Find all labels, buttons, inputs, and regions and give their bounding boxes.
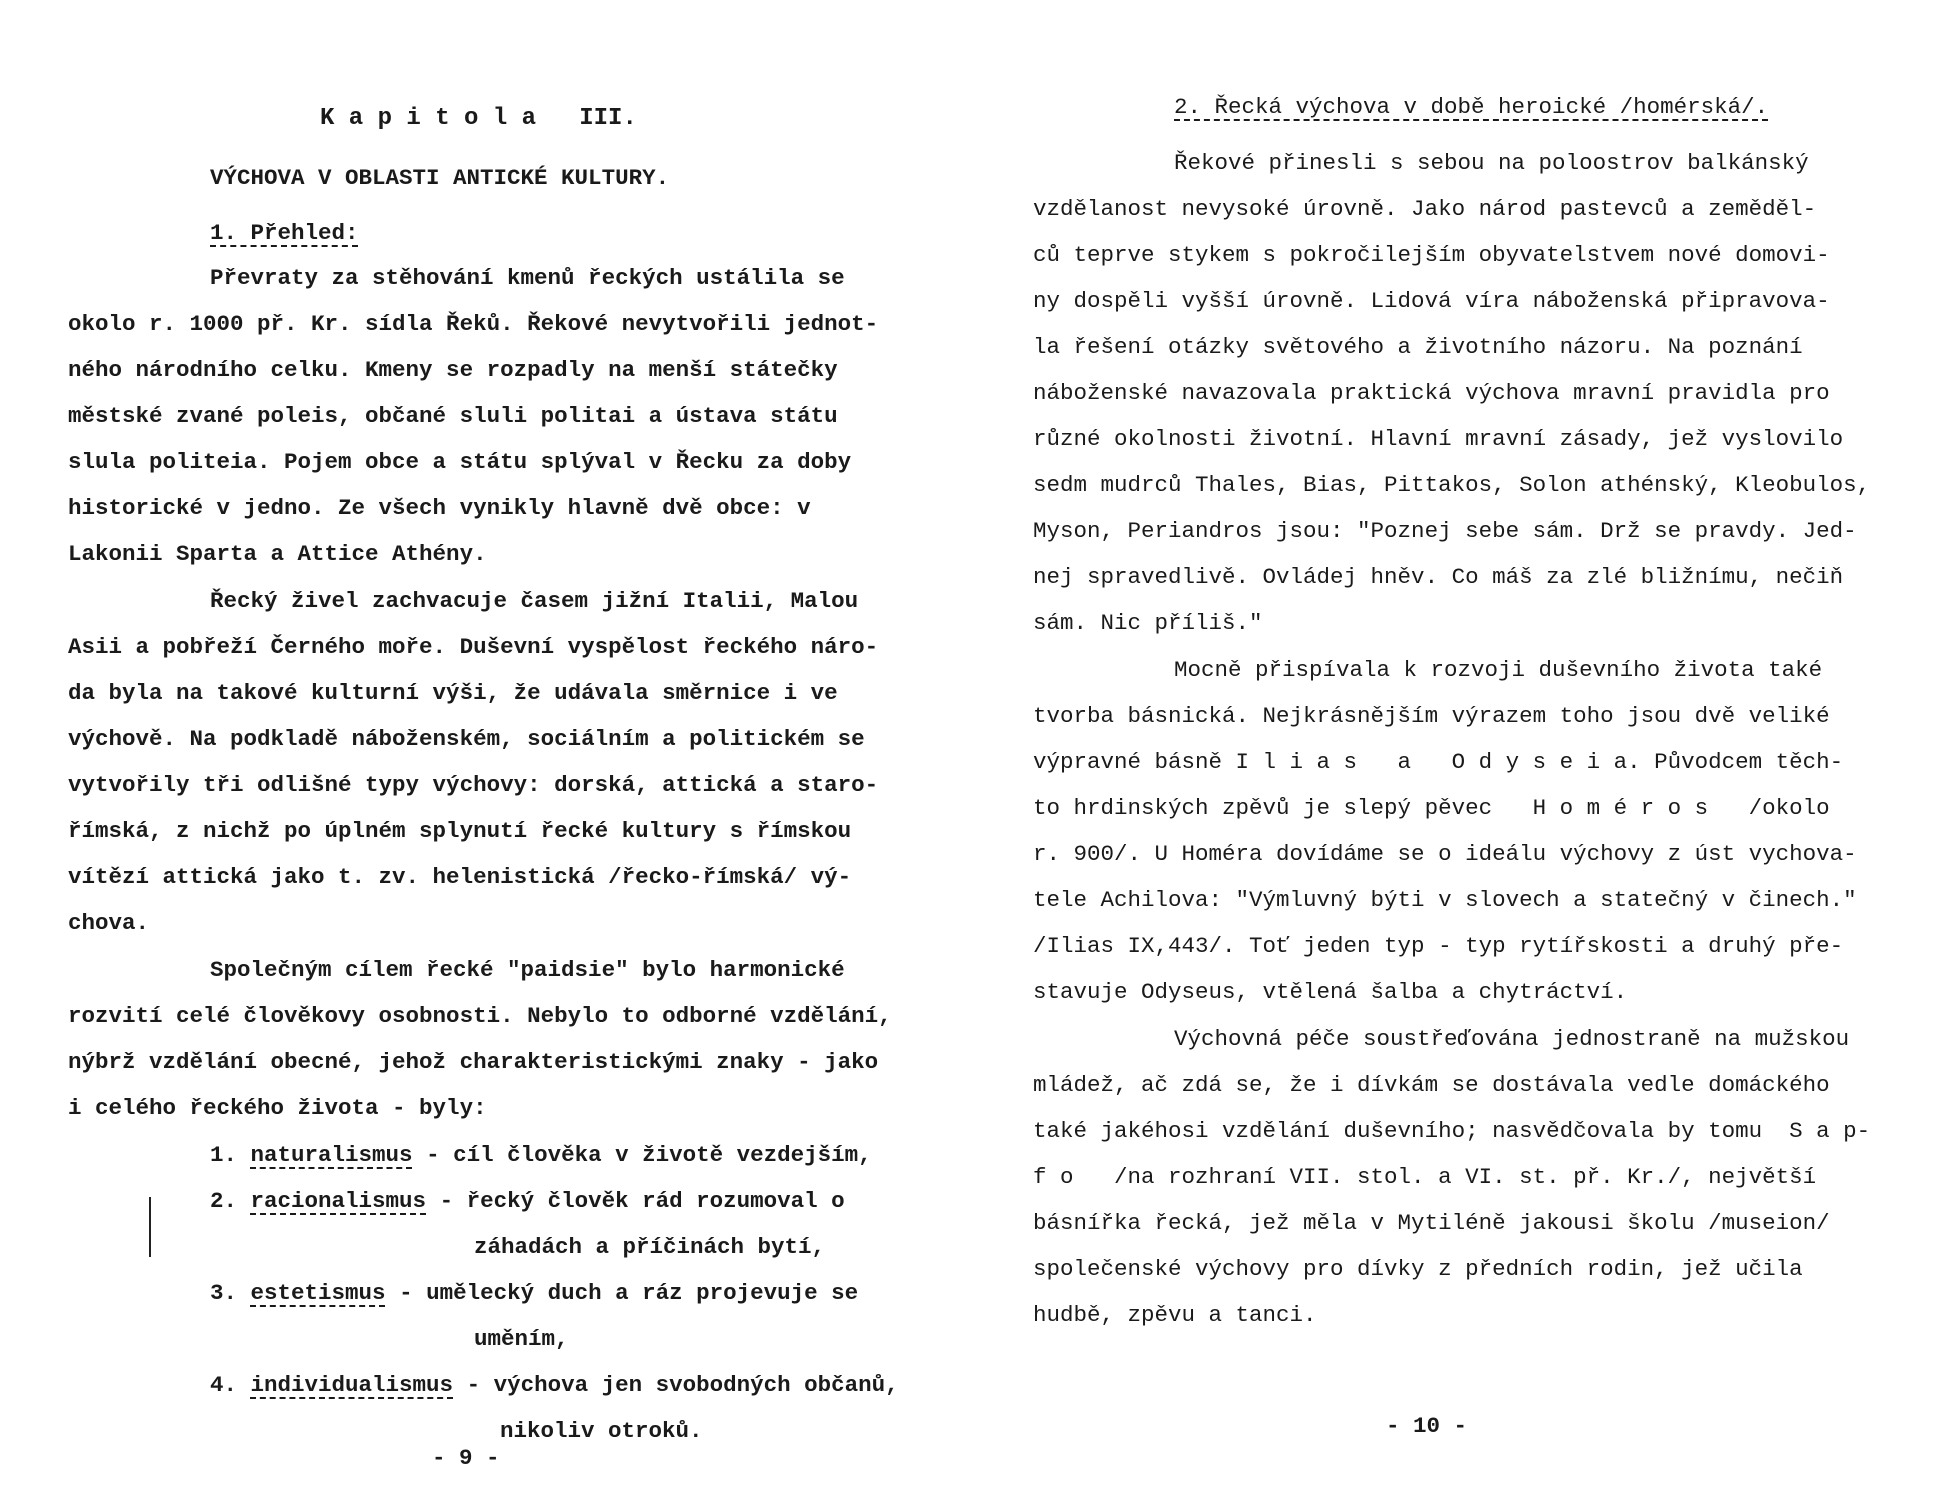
- list-item-continuation: nikoliv otroků.: [500, 1418, 703, 1444]
- section-heading-overview: 1. Přehled:: [210, 220, 359, 246]
- list-description: - výchova jen svobodných občanů,: [466, 1372, 899, 1398]
- margin-mark: [149, 1197, 151, 1257]
- text-line: výchově. Na podkladě náboženském, sociálním a politickém se: [68, 726, 865, 752]
- list-term: naturalismus: [250, 1142, 413, 1168]
- text-line: také jakéhosi vzdělání duševního; nasvědčovala by tomu S a p-: [1033, 1118, 1871, 1144]
- text-line: tvorba básnická. Nejkrásnějším výrazem toho jsou dvě veliké: [1033, 703, 1830, 729]
- section-heading-heroic: 2. Řecká výchova v době heroické /homérská/.: [1174, 94, 1769, 120]
- text-line: ného národního celku. Kmeny se rozpadly na menší státečky: [68, 357, 838, 383]
- text-line: tele Achilova: "Výmluvný býti v slovech a statečný v činech.": [1033, 887, 1857, 913]
- text-line: Převraty za stěhování kmenů řeckých ustálila se: [210, 265, 845, 291]
- text-line: vzdělanost nevysoké úrovně. Jako národ pastevců a zeměděl-: [1033, 196, 1817, 222]
- text-line: různé okolnosti životní. Hlavní mravní zásady, jež vyslovilo: [1033, 426, 1844, 452]
- list-number: 4.: [210, 1372, 238, 1398]
- list-description: - cíl člověka v životě vezdejším,: [426, 1142, 872, 1168]
- list-item: [210, 1370, 899, 1400]
- text-line: náboženské navazovala praktická výchova mravní pravidla pro: [1033, 380, 1830, 406]
- text-line: nýbrž vzdělání obecné, jehož charakteristickými znaky - jako: [68, 1049, 879, 1075]
- text-line: chova.: [68, 910, 150, 936]
- text-line: sedm mudrců Thales, Bias, Pittakos, Solon athénský, Kleobulos,: [1033, 472, 1871, 498]
- text-line: da byla na takové kulturní výši, že udávala směrnice i ve: [68, 680, 838, 706]
- right-page: [971, 0, 1942, 1500]
- chapter-title: VÝCHOVA V OBLASTI ANTICKÉ KULTURY.: [210, 165, 670, 191]
- list-description: - řecký člověk rád rozumoval o: [439, 1188, 845, 1214]
- text-line: nej spravedlivě. Ovládej hněv. Co máš za zlé bližnímu, nečiň: [1033, 564, 1844, 590]
- text-line: Společným cílem řecké "paidsie" bylo harmonické: [210, 957, 845, 983]
- text-line: historické v jedno. Ze všech vynikly hlavně dvě obce: v: [68, 495, 811, 521]
- list-term: racionalismus: [250, 1188, 427, 1214]
- text-line: mládež, ač zdá se, že i dívkám se dostávala vedle domáckého: [1033, 1072, 1830, 1098]
- text-line: vytvořily tři odlišné typy výchovy: dorská, attická a staro-: [68, 772, 879, 798]
- text-line: Řecký živel zachvacuje časem jižní Italii, Malou: [210, 588, 859, 614]
- page-number: - 9 -: [432, 1445, 500, 1471]
- list-number: 1.: [210, 1142, 238, 1168]
- list-item-continuation: záhadách a příčinách bytí,: [474, 1234, 826, 1260]
- list-item: [210, 1186, 845, 1216]
- text-line: slula politeia. Pojem obce a státu splýval v Řecku za doby: [68, 449, 852, 475]
- text-line: r. 900/. U Homéra dovídáme se o ideálu výchovy z úst vychova-: [1033, 841, 1857, 867]
- text-line: la řešení otázky světového a životního názoru. Na poznání: [1033, 334, 1803, 360]
- list-description: - umělecký duch a ráz projevuje se: [399, 1280, 859, 1306]
- text-line: městské zvané poleis, občané sluli politai a ústava státu: [68, 403, 838, 429]
- text-line: Asii a pobřeží Černého moře. Duševní vyspělost řeckého náro-: [68, 634, 879, 660]
- text-line: výpravné básně I l i a s a O d y s e i a. Původcem těch-: [1033, 749, 1844, 775]
- text-line: okolo r. 1000 př. Kr. sídla Řeků. Řekové nevytvořili jednot-: [68, 311, 879, 337]
- list-number: 2.: [210, 1188, 238, 1214]
- text-line: f o /na rozhraní VII. stol. a VI. st. př. Kr./, největší: [1033, 1164, 1817, 1190]
- text-line: římská, z nichž po úplném splynutí řecké kultury s římskou: [68, 818, 852, 844]
- list-term: estetismus: [250, 1280, 386, 1306]
- list-number: 3.: [210, 1280, 238, 1306]
- text-line: stavuje Odyseus, vtělená šalba a chytráctví.: [1033, 979, 1628, 1005]
- text-line: ny dospěli vyšší úrovně. Lidová víra náboženská připravova-: [1033, 288, 1830, 314]
- text-line: /Ilias IX,443/. Toť jeden typ - typ rytířskosti a druhý pře-: [1033, 933, 1844, 959]
- text-line: Lakonii Sparta a Attice Athény.: [68, 541, 487, 567]
- chapter-heading: K a p i t o l a III.: [320, 105, 637, 132]
- list-item: [210, 1278, 858, 1308]
- text-line: to hrdinských zpěvů je slepý pěvec H o m é r o s /okolo: [1033, 795, 1830, 821]
- text-line: vítězí attická jako t. zv. helenistická /řecko-římská/ vý-: [68, 864, 852, 890]
- text-line: ců teprve stykem s pokročilejším obyvatelstvem nové domovi-: [1033, 242, 1830, 268]
- text-line: Myson, Periandros jsou: "Poznej sebe sám. Drž se pravdy. Jed-: [1033, 518, 1857, 544]
- text-line: rozvití celé člověkovy osobnosti. Nebylo to odborné vzdělání,: [68, 1003, 892, 1029]
- text-line: sám. Nic příliš.": [1033, 610, 1263, 636]
- text-line: společenské výchovy pro dívky z předních rodin, jež učila: [1033, 1256, 1803, 1282]
- text-line: i celého řeckého života - byly:: [68, 1095, 487, 1121]
- list-item: [210, 1140, 872, 1170]
- list-term: individualismus: [250, 1372, 454, 1398]
- text-line: Řekové přinesli s sebou na poloostrov balkánský: [1174, 150, 1809, 176]
- text-line: Mocně přispívala k rozvoji duševního života také: [1174, 657, 1823, 683]
- text-line: básnířka řecká, jež měla v Mytiléně jakousi školu /museion/: [1033, 1210, 1830, 1236]
- text-line: hudbě, zpěvu a tanci.: [1033, 1302, 1317, 1328]
- page-number: - 10 -: [1386, 1413, 1468, 1439]
- text-line: Výchovná péče soustřeďována jednostraně na mužskou: [1174, 1026, 1850, 1052]
- list-item-continuation: uměním,: [474, 1326, 569, 1352]
